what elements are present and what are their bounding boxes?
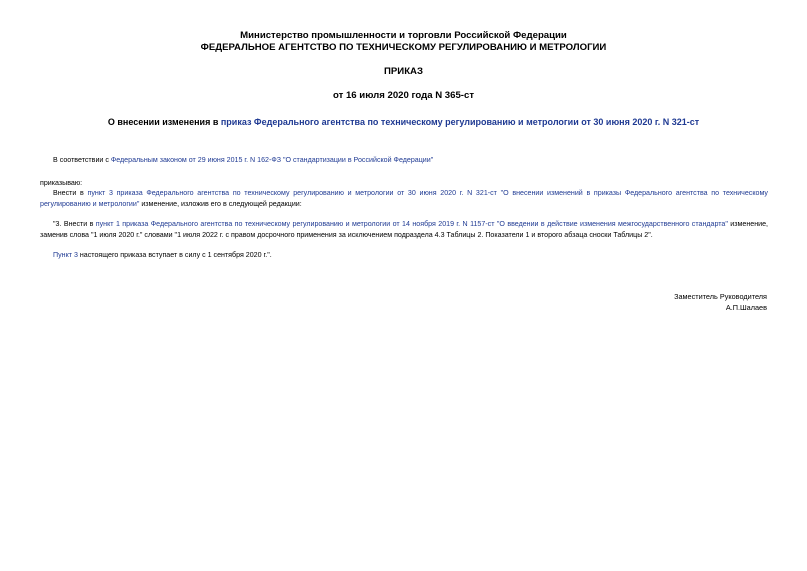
order-word-label: приказываю:: [40, 179, 83, 187]
clause-2-suffix: изменение, заменив слова "1 июля 2020 г." словами "1 июля 2022 г. с правом досрочного применения за исключением подраздела 4.3 Таблицы 2. Показатели 1 и второго абзаца сноски Таблицы 2".: [40, 220, 768, 239]
order-word: [40, 178, 82, 189]
signature-name-label: А.П.Шалаев: [725, 303, 767, 312]
title-link[interactable]: приказ Федерального агентства по техническому регулированию и метрологии от 30 июня 2020 г. N 321-ст: [220, 117, 700, 127]
preamble-law-link[interactable]: Федеральным законом от 29 июня 2015 г. N 162-ФЗ "О стандартизации в Российской Федерации": [110, 156, 434, 164]
clause-3-suffix: настоящего приказа вступает в силу с 1 сентября 2020 г.".: [77, 251, 272, 259]
title-prefix: О внесении изменения в: [107, 117, 221, 127]
clause-3-link[interactable]: Пункт 3: [53, 251, 78, 259]
preamble: [53, 155, 773, 166]
clause-1: [40, 188, 768, 209]
signature-position-label: Заместитель Руководителя: [674, 292, 767, 301]
clause-1-suffix: изменение, изложив его в следующей редакции:: [139, 199, 302, 208]
clause-1-prefix: Внести в: [53, 189, 88, 197]
preamble-prefix: В соответствии с: [53, 156, 111, 164]
ministry-name: Министерство промышленности и торговли Российской Федерации: [240, 30, 567, 41]
document-type: [0, 66, 807, 78]
agency-name: ФЕДЕРАЛЬНОЕ АГЕНТСТВО ПО ТЕХНИЧЕСКОМУ РЕГУЛИРОВАНИЮ И МЕТРОЛОГИИ: [200, 42, 607, 53]
clause-2-prefix: "3. Внести в: [53, 220, 96, 228]
clause-2: [40, 219, 768, 240]
document-title: [0, 116, 807, 128]
clause-3: [53, 250, 768, 261]
clause-1-link[interactable]: пункт 3 приказа Федерального агентства по техническому регулированию и метрологии от 30 июня 2020 г. N 321-ст "О внесении изменений в приказы Федерального агентства по техническому регулированию и метрологии": [40, 189, 768, 208]
document-date-label: от 16 июля 2020 года N 365-ст: [332, 90, 475, 101]
signature-position: [674, 292, 767, 303]
clause-2-link[interactable]: пункт 1 приказа Федерального агентства по техническому регулированию и метрологии от 14 ноября 2019 г. N 1157-ст "О введении в действие изменения межгосударственного стандарта": [95, 220, 728, 228]
signature-name: [726, 303, 767, 314]
header-agency: [0, 42, 807, 54]
document-date: [0, 90, 807, 102]
header-ministry: [0, 30, 807, 42]
document-type-label: ПРИКАЗ: [384, 66, 423, 77]
